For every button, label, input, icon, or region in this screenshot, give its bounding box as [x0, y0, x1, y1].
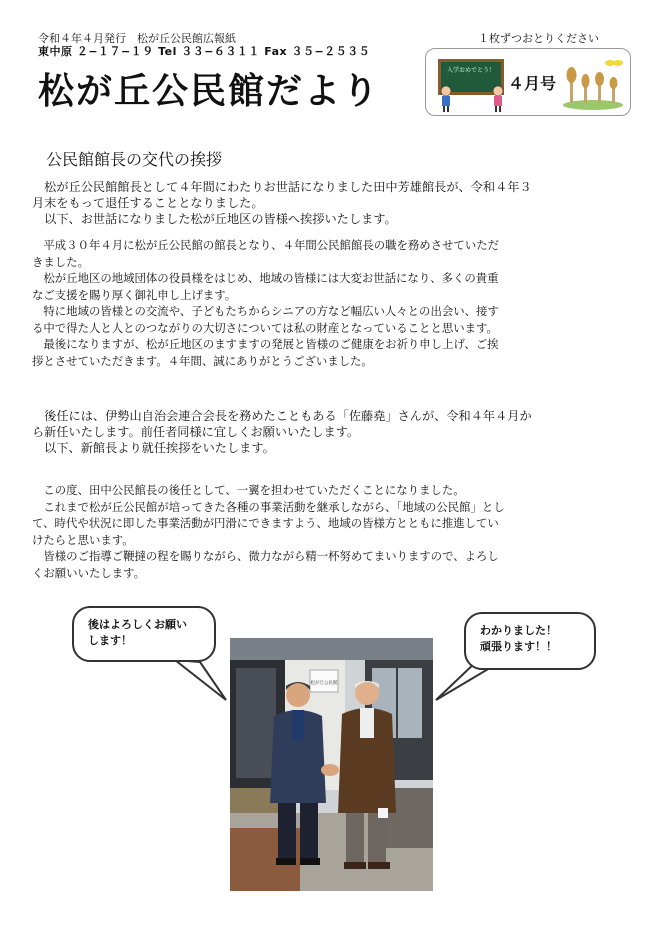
bubble-text-right: わかりました！ 頑張ります！！	[480, 624, 557, 653]
text-line: 特に地域の皆様との交流や、子どもたちからシニアの方など幅広い人々との出会い、接す	[32, 304, 499, 318]
tsukushi-illustration	[560, 55, 626, 111]
text-line: きました。	[32, 254, 89, 269]
text-line: 松が丘公民館館長として４年間にわたりお世話になりました田中芳雄館長が、令和４年３	[32, 180, 532, 194]
text-line: この度、田中公民館長の後任として、一翼を担わせていただくことになりました。	[32, 483, 465, 497]
month-label: ４月号	[508, 74, 557, 93]
text-line: ら新任いたします。前任者同様に宜しくお願いいたします。	[32, 425, 360, 439]
photo-sign-text: 松が丘公民館	[310, 681, 338, 686]
text-line: 最後になりますが、松が丘地区のますますの発展と皆様のご健康をお祈り申し上げ、ご挨	[32, 337, 499, 351]
text-line: 以下、新館長より就任挨拶をいたします。	[32, 441, 275, 455]
text-line: くお願いいたします。	[32, 565, 145, 580]
bubble-text-left: 後はよろしくお願い します！	[88, 618, 187, 647]
take-one-note: １枚ずつおとりください	[478, 32, 599, 45]
text-line: 松が丘地区の地域団体の役員様をはじめ、地域の皆様には大変お世話になり、多くの貴重	[32, 271, 499, 285]
text-line: けたらと思います。	[32, 532, 134, 547]
issue-line: 令和４年４月発行 松が丘公民館広報紙	[38, 32, 236, 45]
farewell-paragraph	[32, 237, 499, 369]
speech-bubble-right	[464, 612, 596, 670]
text-line: 以下、お世話になりました松が丘地区の皆様へ挨拶いたします。	[32, 212, 397, 226]
text-line: 後任には、伊勢山自治会連合会長を務めたこともある「佐藤堯」さんが、令和４年４月か	[32, 409, 532, 423]
text-line: て、時代や状況に即した事業活動が円滑にできますよう、地域の皆様方とともに推進してい	[32, 516, 499, 530]
text-line: 皆様のご指導ご鞭撻の程を賜りながら、微力ながら精一杯努めてまいりますので、よろし	[32, 549, 499, 563]
successor-paragraph	[32, 408, 532, 456]
text-line: これまで松が丘公民館が培ってきた各種の事業活動を継承しながら、「地域の公民館」とし	[32, 499, 505, 514]
speech-bubble-left	[72, 606, 216, 662]
intro-paragraph	[32, 179, 532, 227]
handshake-photo	[230, 638, 433, 891]
month-box	[425, 48, 631, 116]
text-line: 拶とさせていただきます。４年間、誠にありがとうございました。	[32, 353, 373, 368]
text-line: なご支援を賜り厚く御礼申し上げます。	[32, 287, 237, 302]
text-line: 平成３０年４月に松が丘公民館の館長となり、４年間公民館館長の職を務めさせていただ	[32, 238, 500, 252]
section-heading: 公民館館長の交代の挨拶	[46, 150, 223, 169]
address-line: 東中原 ２−１７−１９ Tel ３３−６３１１ Fax ３５−２５３５	[38, 45, 371, 58]
text-line: る中で得た人と人とのつながりの大切さについては私の財産となっていることと思います。	[32, 320, 498, 335]
photo-illustration	[230, 638, 433, 891]
page-title: 松が丘公民館だより	[38, 71, 381, 112]
children-illustration	[432, 79, 512, 115]
greeting-paragraph	[32, 482, 505, 581]
board-text: 入学おめでとう！	[446, 67, 495, 74]
text-line: 月末をもって退任することとなりました。	[32, 196, 264, 210]
